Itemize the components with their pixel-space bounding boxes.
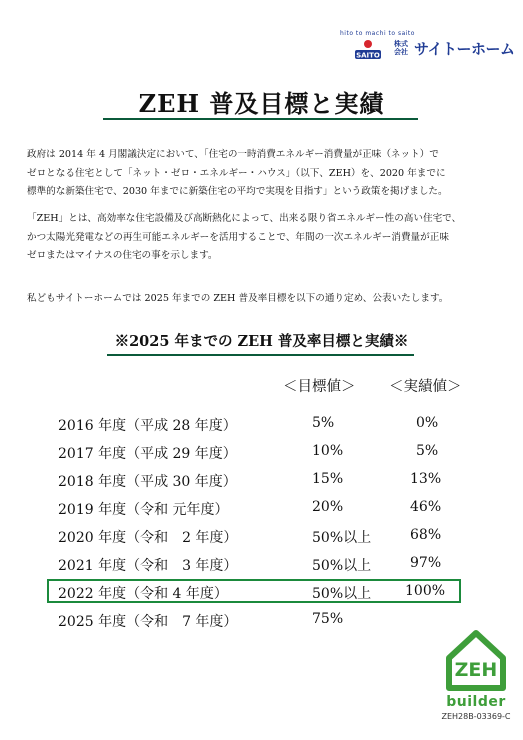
zeh-builder-badge: [434, 628, 518, 728]
page-title: ZEH 普及目標と実績: [138, 89, 385, 118]
logo-mark-text: SAITO: [356, 51, 380, 60]
table-row: [0, 523, 523, 549]
paragraph-line: ゼロまたはマイナスの住宅の事を示します。: [27, 250, 218, 261]
logo-corp-label: 株式会社: [394, 40, 408, 56]
paragraph-line: 「ZEH」とは、高効率な住宅設備及び高断熱化によって、出来る限り省エネルギー性の高い住宅で、: [27, 213, 462, 224]
zeh-house-icon: [443, 628, 509, 692]
header-target: ＜目標値＞: [283, 379, 356, 395]
badge-word: builder: [446, 694, 506, 710]
row-year: 2019 年度（令和 元年度）: [58, 502, 229, 518]
table-row: [0, 467, 523, 493]
row-actual: 13%: [410, 471, 442, 487]
paragraph-line: ゼロとなる住宅として「ネット・ゼロ・エネルギー・ハウス」（以下、ZEH）を、2020 年までに: [27, 167, 446, 179]
company-logo: [340, 30, 515, 66]
row-year: 2021 年度（令和 3 年度）: [58, 558, 238, 574]
badge-mark-text: ZEH: [454, 659, 498, 681]
row-target: 50%以上: [312, 586, 372, 602]
title-underline: [103, 118, 418, 120]
saito-logo-mark-icon: [354, 36, 382, 60]
row-actual: 100%: [405, 583, 446, 599]
table-row: [0, 495, 523, 521]
row-actual: 0%: [416, 415, 439, 431]
table-row-highlighted: [0, 579, 523, 605]
row-year: 2016 年度（平成 28 年度）: [58, 418, 237, 434]
row-target: 15%: [312, 471, 344, 487]
row-actual: 5%: [416, 443, 439, 459]
logo-company-name: サイトーホーム: [414, 40, 515, 58]
table-subtitle: ※2025 年までの ZEH 普及率目標と実績※: [114, 333, 409, 350]
paragraph-zeh-definition: [27, 210, 505, 266]
subtitle-underline: [107, 354, 414, 356]
row-target: 50%以上: [312, 558, 372, 574]
row-actual: 68%: [410, 527, 442, 543]
row-target: 20%: [312, 499, 344, 515]
paragraph-line: かつ太陽光発電などの再生可能エネルギーを活用することで、年間の一次エネルギー消費量が正味: [27, 231, 449, 243]
badge-code: ZEH28B-03369-C: [441, 712, 511, 721]
paragraph-announcement: [27, 290, 505, 309]
paragraph-line: 私どもサイトーホームでは 2025 年までの ZEH 普及率目標を以下の通り定め、公表いたします。: [27, 293, 449, 304]
table-row: [0, 551, 523, 577]
row-target: 10%: [312, 443, 344, 459]
table-row: [0, 411, 523, 437]
row-year: 2017 年度（平成 29 年度）: [58, 446, 237, 462]
row-year: 2018 年度（平成 30 年度）: [58, 474, 237, 490]
row-year: 2020 年度（令和 2 年度）: [58, 530, 238, 546]
paragraph-line: 標準的な新築住宅で、2030 年までに新築住宅の平均で実現を目指す」という政策を掲げました。: [27, 186, 448, 197]
row-year: 2022 年度（令和 4 年度）: [58, 586, 228, 602]
row-actual: 46%: [410, 499, 442, 515]
table-row: [0, 439, 523, 465]
row-year: 2025 年度（令和 7 年度）: [58, 614, 238, 630]
paragraph-policy: [27, 146, 505, 202]
row-target: 5%: [312, 415, 335, 431]
row-target: 75%: [312, 611, 344, 627]
row-target: 50%以上: [312, 530, 372, 546]
paragraph-line: 政府は 2014 年 4 月閣議決定において、「住宅の一時消費エネルギー消費量が正味（ネット）で: [27, 149, 439, 160]
header-actual: ＜実績値＞: [389, 379, 462, 395]
logo-tagline: hito to machi to saito: [340, 30, 415, 37]
row-actual: 97%: [410, 555, 442, 571]
